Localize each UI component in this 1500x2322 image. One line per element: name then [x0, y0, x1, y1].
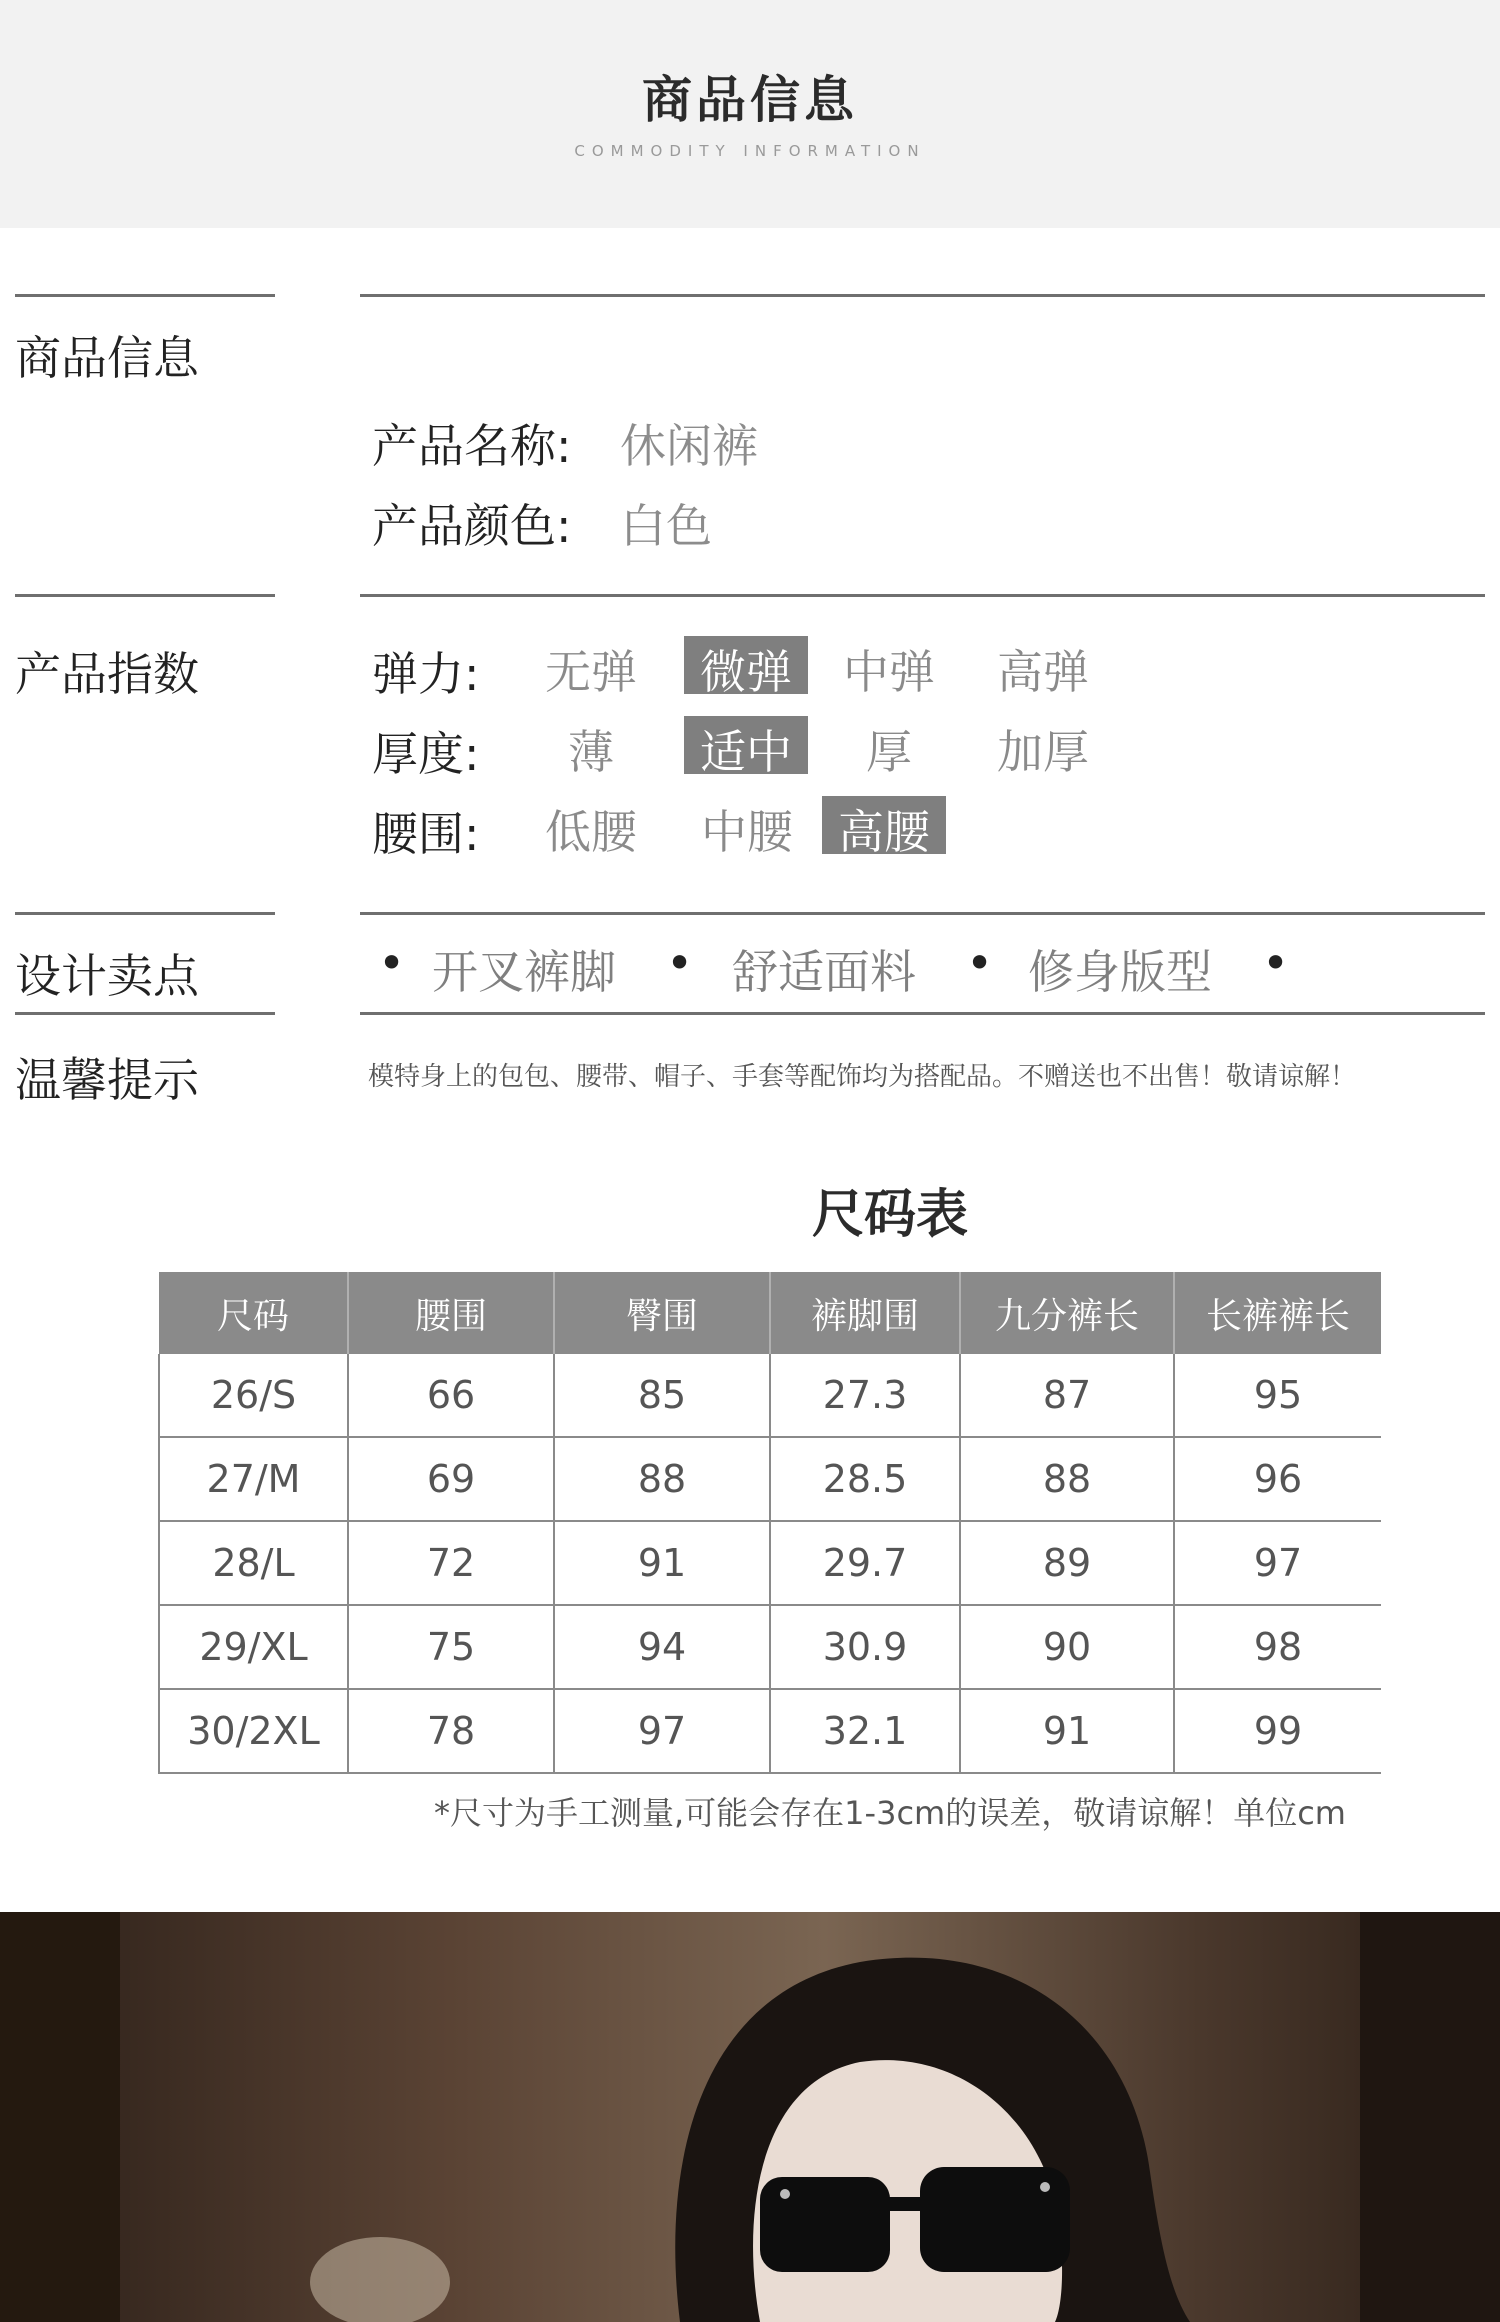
table-cell: 78 — [348, 1689, 554, 1773]
option-medium-stretch: 中弹 — [843, 645, 935, 699]
table-cell: 91 — [960, 1689, 1174, 1773]
section-label-info: 商品信息 — [15, 331, 199, 385]
product-color-label: 产品颜色: — [372, 499, 572, 553]
table-cell: 29.7 — [770, 1521, 960, 1605]
table-cell: 28.5 — [770, 1437, 960, 1521]
size-chart-title: 尺码表 — [811, 1185, 968, 1245]
table-cell: 96 — [1174, 1437, 1381, 1521]
table-cell: 30/2XL — [159, 1689, 348, 1773]
option-mid-waist: 中腰 — [701, 805, 793, 859]
table-cell: 90 — [960, 1605, 1174, 1689]
bullet: • — [1262, 936, 1290, 990]
tips-text: 模特身上的包包、腰带、帽子、手套等配饰均为搭配品。不赠送也不出售！敬请谅解！ — [368, 1062, 1357, 1092]
product-name-value: 休闲裤 — [620, 419, 758, 473]
option-high-stretch: 高弹 — [997, 645, 1089, 699]
option-low-waist: 低腰 — [545, 805, 637, 859]
option-thin: 薄 — [568, 725, 614, 779]
divider — [15, 1012, 275, 1015]
size-chart-footnote: *尺寸为手工测量,可能会存在1-3cm的误差，敬请谅解！单位cm — [434, 1794, 1346, 1832]
table-header-row — [159, 1272, 1381, 1354]
table-cell: 94 — [554, 1605, 770, 1689]
option-slight-stretch: 微弹 — [684, 636, 808, 694]
table-cell: 95 — [1174, 1354, 1381, 1437]
column-header-hip: 臀围 — [554, 1272, 770, 1354]
table-cell: 97 — [1174, 1521, 1381, 1605]
column-header-waist: 腰围 — [348, 1272, 554, 1354]
thickness-label: 厚度: — [372, 727, 480, 781]
column-header-hem: 裤脚围 — [770, 1272, 960, 1354]
table-cell: 28/L — [159, 1521, 348, 1605]
column-header-full-length: 长裤裤长 — [1174, 1272, 1381, 1354]
table-cell: 75 — [348, 1605, 554, 1689]
product-color-value: 白色 — [620, 499, 712, 553]
option-high-waist: 高腰 — [822, 796, 946, 854]
table-row — [159, 1521, 1381, 1605]
table-cell: 98 — [1174, 1605, 1381, 1689]
table-cell: 88 — [554, 1437, 770, 1521]
product-name-label: 产品名称: — [372, 419, 572, 473]
table-row — [159, 1605, 1381, 1689]
design-point-slit-hem: 开叉裤脚 — [432, 945, 616, 999]
bullet: • — [378, 936, 406, 990]
waist-label: 腰围: — [372, 807, 480, 861]
table-cell: 69 — [348, 1437, 554, 1521]
table-cell: 88 — [960, 1437, 1174, 1521]
bullet: • — [966, 936, 994, 990]
size-table — [158, 1272, 1381, 1774]
elasticity-label: 弹力: — [372, 647, 480, 701]
divider — [15, 294, 275, 297]
option-extra-thick: 加厚 — [997, 725, 1089, 779]
bullet: • — [666, 936, 694, 990]
table-cell: 27/M — [159, 1437, 348, 1521]
column-header-ankle-length: 九分裤长 — [960, 1272, 1174, 1354]
table-cell: 29/XL — [159, 1605, 348, 1689]
page-subtitle: COMMODITY INFORMATION — [574, 142, 926, 160]
section-label-design: 设计卖点 — [15, 949, 199, 1003]
option-moderate: 适中 — [684, 716, 808, 774]
table-cell: 32.1 — [770, 1689, 960, 1773]
table-cell: 97 — [554, 1689, 770, 1773]
table-row — [159, 1437, 1381, 1521]
column-header-size: 尺码 — [159, 1272, 348, 1354]
table-row — [159, 1354, 1381, 1437]
table-cell: 27.3 — [770, 1354, 960, 1437]
table-cell: 87 — [960, 1354, 1174, 1437]
option-no-stretch: 无弹 — [545, 645, 637, 699]
table-cell: 26/S — [159, 1354, 348, 1437]
table-row — [159, 1689, 1381, 1773]
model-photo-illustration — [0, 1912, 1500, 2322]
model-photo — [0, 1912, 1500, 2322]
section-label-tips: 温馨提示 — [15, 1053, 199, 1107]
table-cell: 85 — [554, 1354, 770, 1437]
section-label-index: 产品指数 — [15, 647, 199, 701]
divider — [360, 294, 1485, 297]
option-thick: 厚 — [866, 725, 912, 779]
table-cell: 99 — [1174, 1689, 1381, 1773]
table-cell: 89 — [960, 1521, 1174, 1605]
divider — [360, 912, 1485, 915]
table-cell: 72 — [348, 1521, 554, 1605]
divider — [360, 1012, 1485, 1015]
design-point-comfort-fabric: 舒适面料 — [732, 945, 916, 999]
design-point-slim-fit: 修身版型 — [1028, 945, 1212, 999]
divider — [360, 594, 1485, 597]
table-cell: 66 — [348, 1354, 554, 1437]
divider — [15, 912, 275, 915]
table-cell: 91 — [554, 1521, 770, 1605]
table-cell: 30.9 — [770, 1605, 960, 1689]
page-title: 商品信息 — [642, 71, 858, 129]
divider — [15, 594, 275, 597]
